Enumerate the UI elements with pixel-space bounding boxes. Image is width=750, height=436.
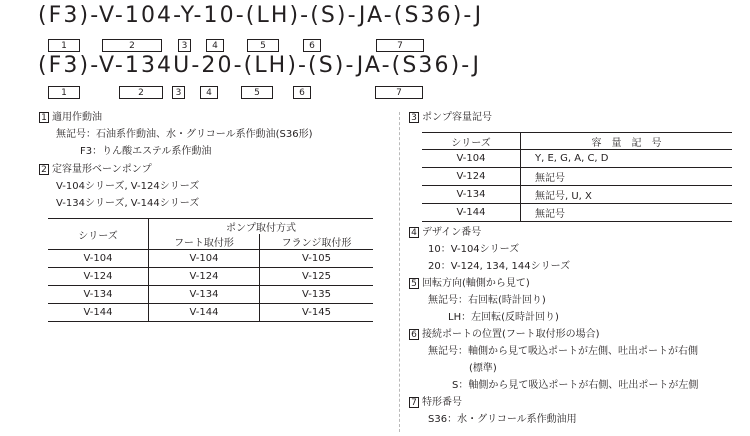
capacity-cell-series: V-144 [456,207,486,218]
mount-cell-flange: V-135 [260,286,374,304]
section-5-line-2: LH：左回転(反時計回り) [448,312,559,323]
capacity-table-head-series: シリーズ [451,137,491,149]
section-1-line-1: 無記号：石油系作動油、水・グリコール系作動油(S36形) [56,129,313,140]
section-4-title: 4 デザイン番号 [409,226,481,240]
table-row [48,286,373,304]
section-5-line-1: 無記号：右回転(時計回り) [428,295,546,306]
section-6-line-3: S：軸側から見て吸込ポートが右側、吐出ポートが左側 [452,380,699,391]
section-7-title: 7 特形番号 [409,396,462,410]
capacity-table [422,132,732,222]
table-row [48,268,373,286]
section-5-title: 5 回転方向(軸側から見て) [409,277,530,291]
table-row [422,168,732,186]
code-box-2: 2 [102,39,162,52]
mount-cell-flange: V-125 [260,268,374,286]
section-7-line-1: S36：水・グリコール系作動油用 [428,414,577,425]
table-row [48,304,373,322]
model-code-1: (F3)-V-104-Y-10-(LH)-(S)-JA-(S36)-J [38,3,484,28]
table-row [48,250,373,268]
capacity-cell-code: 無記号, U, X [521,186,733,204]
code-box-5: 5 [247,39,279,52]
section-1-line-2: F3：りん酸エステル系作動油 [80,146,212,157]
section-2-line-1: V-104シリーズ, V-124シリーズ [56,181,200,192]
model-code-2: (F3)-V-134U-20-(LH)-(S)-JA-(S36)-J [38,53,482,78]
mount-table-head-foot: フート取付形 [149,234,260,250]
section-6-line-2: (標準) [469,363,497,374]
section-2-line-2: V-134シリーズ, V-144シリーズ [56,198,200,209]
code-box-7: 7 [376,39,424,52]
mount-cell-flange: V-105 [260,250,374,268]
code2-box-6: 6 [293,86,311,99]
capacity-cell-series: V-104 [456,153,486,164]
code-box-6: 6 [303,39,321,52]
capacity-cell-series: V-134 [456,189,486,200]
mount-cell-series: V-144 [83,307,113,318]
code2-box-7: 7 [375,86,423,99]
mount-cell-foot: V-124 [149,268,260,286]
section-6-title: 6 接続ポートの位置(フート取付形の場合) [409,328,600,342]
column-divider [399,112,400,432]
code2-box-1: 1 [48,86,80,99]
mount-cell-foot: V-144 [149,304,260,322]
mount-cell-series: V-104 [83,253,113,264]
capacity-cell-series: V-124 [456,171,486,182]
mount-table-head-flange: フランジ取付形 [260,234,374,250]
code-box-1: 1 [48,39,80,52]
code2-box-4: 4 [200,86,218,99]
code-box-4: 4 [206,39,224,52]
code2-box-5: 5 [241,86,273,99]
capacity-cell-code: 無記号 [521,204,733,222]
mount-cell-series: V-134 [83,289,113,300]
section-2-title: 2 定容量形ベーンポンプ [39,163,152,177]
section-4-line-2: 20：V-124, 134, 144シリーズ [428,261,571,272]
capacity-cell-code: 無記号 [521,168,733,186]
code2-box-3: 3 [172,86,185,99]
mount-table-head-series: シリーズ [48,219,149,250]
mount-cell-series: V-124 [83,271,113,282]
section-1-title: 1 適用作動油 [39,111,102,125]
mount-table [48,218,373,322]
table-row [422,150,732,168]
table-row [422,204,732,222]
mount-table-head-group: ポンプ取付方式 [149,219,374,235]
table-row [422,186,732,204]
capacity-cell-code: Y, E, G, A, C, D [521,150,733,168]
section-4-line-1: 10：V-104シリーズ [428,244,520,255]
mount-cell-foot: V-134 [149,286,260,304]
code-box-3: 3 [178,39,191,52]
section-6-line-1: 無記号：軸側から見て吸込ポートが左側、吐出ポートが右側 [428,346,698,357]
section-3-title: 3 ポンプ容量記号 [409,111,492,125]
mount-cell-flange: V-145 [260,304,374,322]
mount-cell-foot: V-104 [149,250,260,268]
capacity-table-head-code: 容 量 記 号 [521,133,733,150]
code2-box-2: 2 [119,86,163,99]
